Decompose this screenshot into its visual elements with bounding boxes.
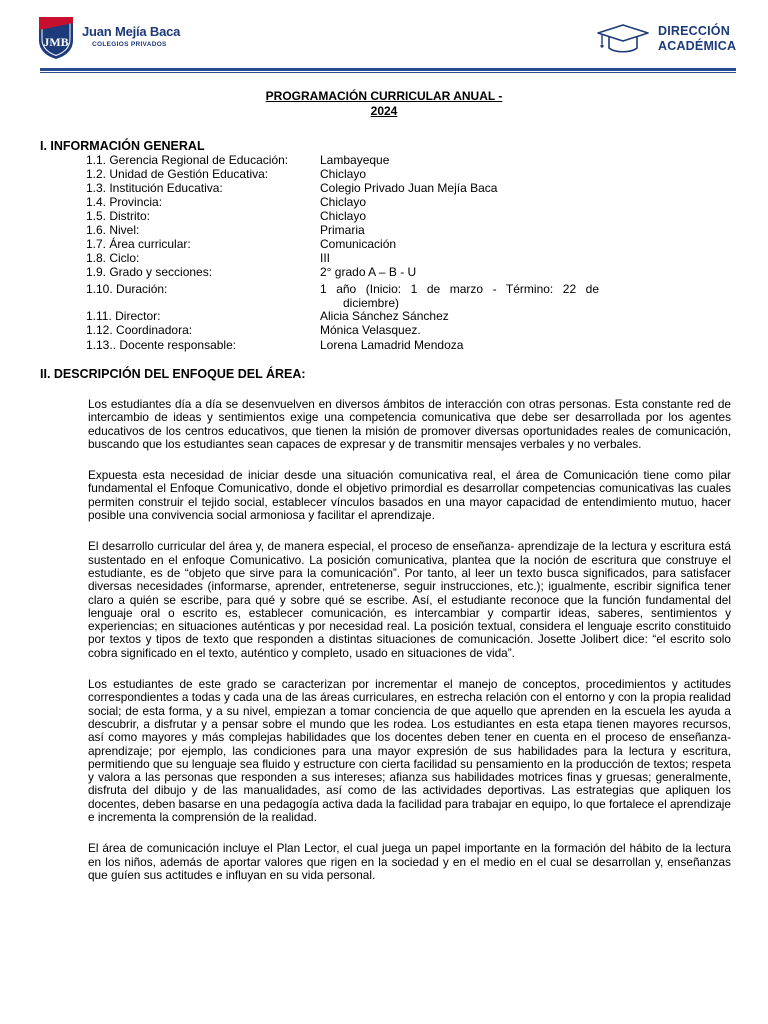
- info-label: 1.10. Duración:: [86, 282, 168, 296]
- info-label: 1.9. Grado y secciones:: [86, 265, 213, 279]
- school-name: Juan Mejía Baca: [82, 24, 181, 39]
- academic-direction-logo: [594, 20, 744, 60]
- area-description: [88, 398, 731, 900]
- info-value: Lorena Lamadrid Mendoza: [320, 338, 464, 352]
- info-row-gerencia: [86, 153, 646, 167]
- graduation-cap-icon: [594, 22, 652, 56]
- info-value: Chiclayo: [320, 195, 367, 209]
- description-paragraph: Expuesta esta necesidad de iniciar desde una situación comunicativa real, el área de Comunicación tiene como pilar fundamental el Enfoque Comunicativo, donde el objetivo primordial es desarrollar competencias comunicativas las cuales permiten construir el tejido social, establecer vínculos basados en una mayor capacidad de entendimiento mutuo, hacer posible una convivencia social armoniosa y facilitar el aprendizaje.: [88, 468, 731, 523]
- info-row-distrito: [86, 209, 646, 223]
- school-logo: [36, 14, 196, 60]
- info-row-coordinadora: [86, 323, 646, 338]
- duration-line-2: diciembre): [343, 296, 400, 311]
- info-label: 1.13.. Docente responsable:: [86, 338, 237, 352]
- section-1-heading: I. INFORMACIÓN GENERAL: [40, 139, 205, 153]
- info-row-ugel: [86, 167, 646, 181]
- description-paragraph: El desarrollo curricular del área y, de manera especial, el proceso de enseñanza- aprendizaje de la lectura y escritura está sustentado en el enfoque Comunicativo. La posición comunicativa, plantea que la noción de escritura que construye el estudiante, es de “objeto que sirve para la comunicación”. Por tanto, al leer un texto busca significados, para satisfacer diversas necesidades (informarse, aprender, entretenerse, seguir instrucciones, etc.); igualmente, escribir significa tener claro a quién se escribe, para qué y sobre qué se escribe. Así, el estudiante reconoce que la función fundamental del lenguaje oral o escrito es, establecer comunicación, es intercambiar y compartir ideas, saberes, sentimientos y experiencias; en situaciones auténticas y por necesidad real. La posición textual, considera el lenguaje escrito constituido por textos y tipos de texto que responden a distintas situaciones de comunicación. Josette Jolibert dice: “el escrito solo cobra significado en el texto, auténtico y completo, usado en situaciones de vida”.: [88, 539, 731, 660]
- direction-label: DIRECCIÓN: [658, 24, 730, 38]
- info-row-ciclo: [86, 251, 646, 265]
- info-value: Lambayeque: [320, 153, 390, 167]
- info-label: 1.7. Área curricular:: [86, 237, 191, 251]
- school-crest-icon: [36, 14, 76, 60]
- info-label: 1.4. Provincia:: [86, 195, 163, 209]
- description-paragraph: El área de comunicación incluye el Plan Lector, el cual juega un papel importante en la formación del hábito de la lectura en los niños, además de aportar valores que rigen en la sociedad y en el medio en el cual se desarrollan y, enseñanzas que guíen sus actitudes e influyan en su vida personal.: [88, 841, 731, 882]
- section-2-heading: II. DESCRIPCIÓN DEL ENFOQUE DEL ÁREA:: [40, 367, 306, 381]
- info-value: Comunicación: [320, 237, 397, 251]
- info-label: 1.8. Ciclo:: [86, 251, 140, 265]
- info-row-director: [86, 309, 646, 323]
- info-row-area: [86, 237, 646, 251]
- info-row-grado: [86, 265, 646, 282]
- school-crest-monogram: JMB: [43, 35, 69, 49]
- info-value: III: [320, 251, 331, 265]
- duration-line-1: 1 año (Inicio: 1 de marzo - Término: 22 de: [320, 282, 600, 296]
- header-divider: [40, 68, 736, 73]
- info-label: 1.11. Director:: [86, 309, 161, 323]
- info-value: Colegio Privado Juan Mejía Baca: [320, 181, 498, 195]
- info-value: Chiclayo: [320, 167, 367, 181]
- info-value: Chiclayo: [320, 209, 367, 223]
- info-value: [320, 282, 620, 310]
- school-subtitle: COLEGIOS PRIVADOS: [92, 41, 167, 48]
- info-row-provincia: [86, 195, 646, 209]
- description-paragraph: Los estudiantes día a día se desenvuelven en diversos ámbitos de interacción con otras personas. Esta constante red de intercambio de ideas y sentimientos exige una competencia comunicativa que debe ser desarrollada por los agentes educativos de los centros educativos, que tienen la misión de promover diversas oportunidades reales de comunicación, buscando que los estudiantes sean capaces de expresar y de transmitir mensajes verbales y no verbales.: [88, 397, 731, 451]
- info-value: Primaria: [320, 223, 365, 237]
- info-row-nivel: [86, 223, 646, 237]
- general-info-list: [86, 153, 646, 352]
- info-label: 1.12. Coordinadora:: [86, 323, 193, 337]
- info-label: 1.1. Gerencia Regional de Educación:: [86, 153, 289, 167]
- info-label: 1.2. Unidad de Gestión Educativa:: [86, 167, 269, 181]
- info-label: 1.3. Institución Educativa:: [86, 181, 223, 195]
- info-row-institucion: [86, 181, 646, 195]
- academic-label: ACADÉMICA: [658, 39, 737, 53]
- info-value: 2° grado A – B - U: [320, 265, 417, 279]
- description-paragraph: Los estudiantes de este grado se caracterizan por incrementar el manejo de conceptos, procedimientos y actitudes correspondientes a todas y cada una de las áreas curriculares, en estrecha relación con el entorno y con la propia realidad social; de esta forma, y a su nivel, empiezan a tomar conciencia de que aquello que aprenden en la escuela les ayuda a descubrir, a disfrutar y a pensar sobre el mundo que les rodea. Los estudiantes en esta etapa tienen mayores recursos, así como mayores y más complejas habilidades que los docentes deben tener en cuenta en el proceso de enseñanza-aprendizaje; por ejemplo, las condiciones para una mayor expresión de sus habilidades para la lectura y escritura, permitiendo que su lenguaje sea fluido y estructure con cierta facilidad su pensamiento en la producción de textos; respeta y valora a las personas que responden a sus intereses; afianza sus habilidades motrices finas y gruesas; generalmente, disfruta del dibujo y de las manualidades, así como de las actividades deportivas. Las estrategias que apliquen los docentes, deben basarse en una pedagogía activa dada la facilidad para trabajar en equipo, lo que fortalece el aprendizaje e incrementa la comprensión de la realidad.: [88, 677, 731, 825]
- document-title: PROGRAMACIÓN CURRICULAR ANUAL -: [265, 89, 503, 103]
- info-label: 1.6. Nivel:: [86, 223, 140, 237]
- page-header: [0, 0, 768, 74]
- info-row-docente: [86, 338, 646, 352]
- info-value: Alicia Sánchez Sánchez: [320, 309, 449, 323]
- info-label: 1.5. Distrito:: [86, 209, 151, 223]
- document-year: 2024: [370, 104, 398, 118]
- info-value: Mónica Velasquez.: [320, 323, 421, 337]
- info-row-duracion: [86, 282, 646, 309]
